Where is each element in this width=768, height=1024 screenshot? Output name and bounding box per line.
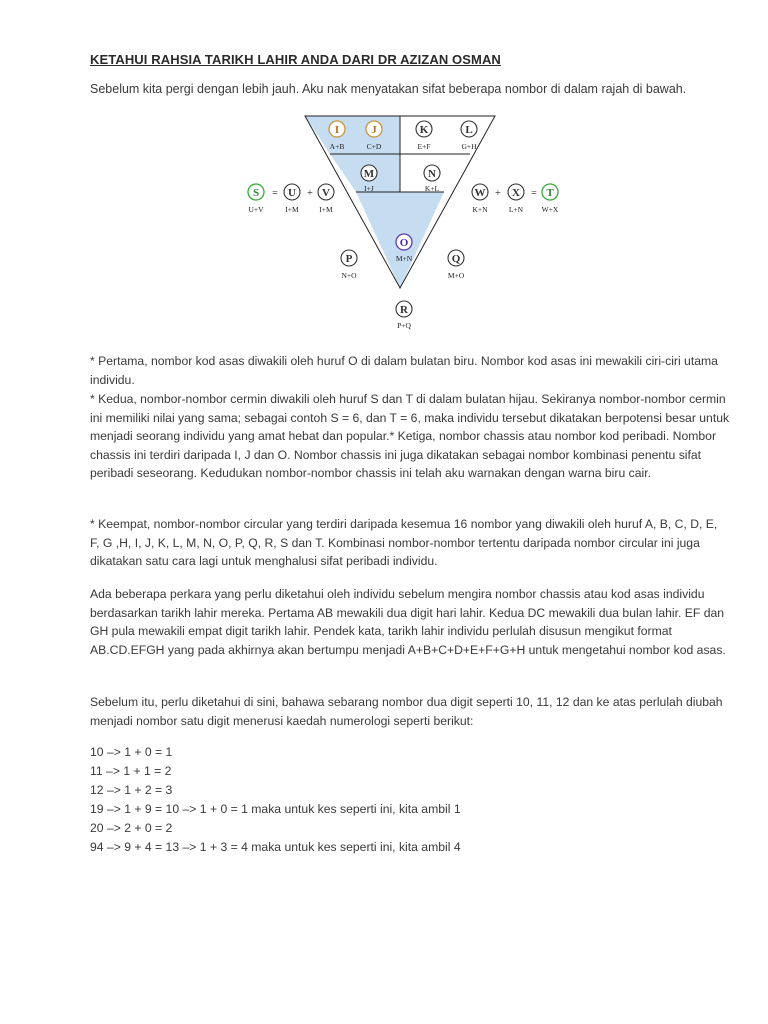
svg-text:Q: Q <box>451 253 461 265</box>
rule-line: 20 –> 2 + 0 = 2 <box>90 821 173 835</box>
page-title: KETAHUI RAHSIA TARIKH LAHIR ANDA DARI DR AZIZAN OSMAN <box>90 52 501 67</box>
svg-text:A+B: A+B <box>329 142 345 151</box>
svg-text:O: O <box>399 237 409 249</box>
circle-W <box>472 184 488 214</box>
svg-text:I: I <box>334 124 340 136</box>
circle-V <box>318 184 334 214</box>
paragraph-keempat: * Keempat, nombor-nombor circular yang terdiri daripada kesemua 16 nombor yang diwakili oleh huruf A, B, C, D, E, F, G ,H, I, J, K, L, M, N, O, P, Q, R, S dan T. Kombinasi nombor-nombor tertentu daripada nombor circular ini juga dikatakan satu cara lagi untuk menghalusi sifat peribadi individu. <box>90 517 718 569</box>
plus-sign-right: + <box>495 188 501 199</box>
rule-line: 94 –> 9 + 4 = 13 –> 1 + 3 = 4 maka untuk kes seperti ini, kita ambil 4 <box>90 840 461 854</box>
circle-N <box>424 165 440 193</box>
svg-text:L: L <box>465 124 473 136</box>
svg-text:U+V: U+V <box>248 205 264 214</box>
rule-line: 10 –> 1 + 0 = 1 <box>90 745 173 759</box>
circle-K <box>416 121 432 151</box>
rule-line: 12 –> 1 + 2 = 3 <box>90 783 173 797</box>
circle-T <box>542 184 559 214</box>
paragraph-pertama: * Pertama, nombor kod asas diwakili oleh huruf O di dalam bulatan biru. Nombor kod asas ini mewakili ciri-ciri utama individu. <box>90 354 718 387</box>
equals-sign-left: = <box>272 188 278 199</box>
circle-S <box>248 184 264 214</box>
svg-text:P+Q: P+Q <box>397 321 411 330</box>
svg-text:X: X <box>512 187 520 199</box>
rule-line: 19 –> 1 + 9 = 10 –> 1 + 0 = 1 maka untuk kes seperti ini, kita ambil 1 <box>90 802 461 816</box>
circle-X <box>508 184 524 214</box>
svg-text:N: N <box>428 168 436 180</box>
svg-text:M+N: M+N <box>395 254 413 263</box>
plus-sign-left: + <box>307 188 313 199</box>
svg-text:W+X: W+X <box>541 205 559 214</box>
svg-text:K+L: K+L <box>424 184 440 193</box>
svg-text:I+M: I+M <box>319 205 333 214</box>
paragraph-sebelum-itu: Sebelum itu, perlu diketahui di sini, bahawa sebarang nombor dua digit seperti 10, 11, 12 dan ke atas perlulah diubah menjadi nombor satu digit menerusi kaedah numerologi seperti berikut: <box>90 695 723 728</box>
paragraph-kedua: * Kedua, nombor-nombor cermin diwakili oleh huruf S dan T di dalam bulatan hijau. Sekiranya nombor-nombor cermin ini memiliki nilai yang sama; sebagai contoh S = 6, dan T = 6, maka individu tersebut dikatakan berpotensi besar untuk menjadi seorang individu yang amat hebat dan popular.* Ketiga, nombor chassis atau nombor kod peribadi. Nombor chassis ini terdiri daripada I, J dan O. Nombor chassis ini juga dikatakan sebagai nombor kombinasi penentu sifat peribadi seseorang. Kedudukan nombor-nombor chassis ini telah aku warnakan dengan warna biru cair. <box>90 392 730 481</box>
svg-text:C+D: C+D <box>366 142 382 151</box>
numerology-rules-list <box>90 743 461 857</box>
paragraph-perkara: Ada beberapa perkara yang perlu diketahui oleh individu sebelum mengira nombor chassis atau kod asas individu berdasarkan tarikh lahir mereka. Pertama AB mewakili dua digit hari lahir. Kedua DC mewakili dua bulan lahir. EF dan GH pula mewakili empat digit tarikh lahir. Pendek kata, tarikh lahir individu perlulah disusun mengikut format AB.CD.EFGH yang pada akhirnya akan bertumpu menjadi A+B+C+D+E+F+G+H untuk mengetahui nombor kod asas. <box>90 587 726 657</box>
svg-text:V: V <box>322 187 330 199</box>
svg-text:K: K <box>419 124 429 136</box>
circle-U <box>284 184 300 214</box>
circle-Q <box>448 250 465 280</box>
svg-text:M: M <box>363 168 375 180</box>
svg-text:L+N: L+N <box>508 205 524 214</box>
rule-line: 11 –> 1 + 1 = 2 <box>90 764 172 778</box>
circle-P <box>341 250 357 280</box>
intro-text: Sebelum kita pergi dengan lebih jauh. Aku nak menyatakan sifat beberapa nombor di dalam rajah di bawah. <box>90 82 687 96</box>
triangle-svg <box>230 112 570 337</box>
chassis-region-top <box>305 116 400 154</box>
svg-text:U: U <box>288 187 296 199</box>
svg-text:I+M: I+M <box>285 205 299 214</box>
svg-text:N+O: N+O <box>341 271 357 280</box>
svg-text:I+J: I+J <box>364 184 374 193</box>
circle-L <box>461 121 477 151</box>
svg-text:T: T <box>546 187 554 199</box>
svg-text:E+F: E+F <box>417 142 431 151</box>
svg-text:K+N: K+N <box>472 205 488 214</box>
svg-text:G+H: G+H <box>461 142 477 151</box>
svg-text:M+O: M+O <box>447 271 465 280</box>
svg-text:J: J <box>371 124 377 136</box>
svg-text:S: S <box>252 187 260 199</box>
svg-text:R: R <box>400 304 408 316</box>
svg-text:P: P <box>345 253 353 265</box>
equals-sign-right: = <box>531 188 537 199</box>
svg-text:W: W <box>474 187 486 199</box>
circle-R <box>396 301 412 330</box>
numerology-triangle-diagram <box>230 112 570 337</box>
